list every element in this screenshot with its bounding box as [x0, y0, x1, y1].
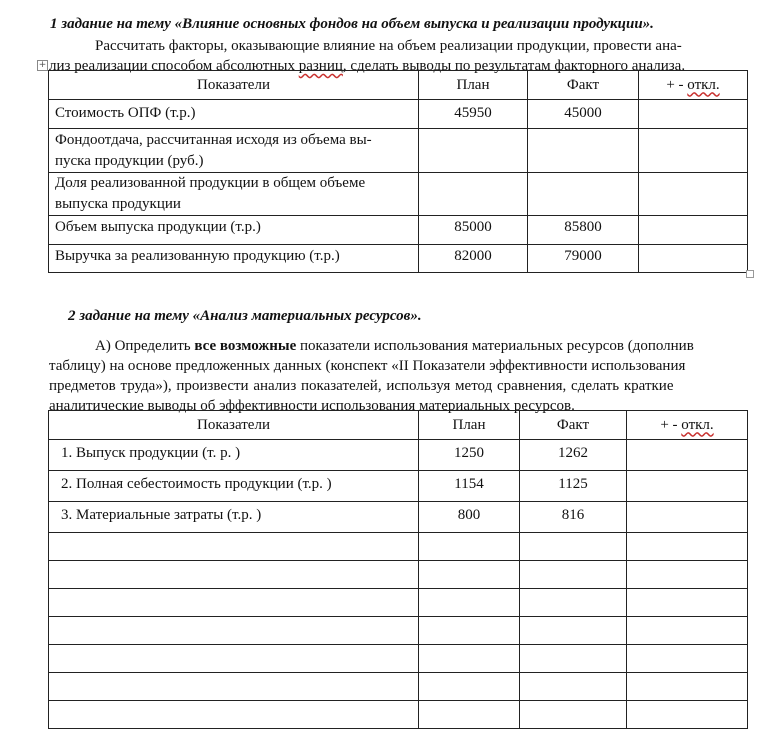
task2-desc-line2: таблицу) на основе предложенных данных (конспект «II Показатели эффективности использования	[49, 358, 686, 374]
row-indicator-line: Фондоотдача, рассчитанная исходя из объема вы-	[55, 132, 372, 148]
row-deviation[interactable]	[639, 173, 748, 216]
row-plan[interactable]: 82000	[419, 245, 528, 273]
row-plan[interactable]: 1154	[419, 471, 520, 502]
row-fact[interactable]	[520, 533, 627, 561]
table-header-row	[49, 71, 748, 100]
row-fact[interactable]	[520, 701, 627, 729]
row-indicator[interactable]	[49, 173, 419, 216]
row-fact[interactable]: 816	[520, 502, 627, 533]
table-row	[49, 617, 748, 645]
task2-description	[49, 336, 739, 416]
row-deviation[interactable]	[639, 100, 748, 129]
row-indicator[interactable]	[49, 589, 419, 617]
task2-desc-line3: предметов труда»), произвести анализ показателей, используя метод сравнения, сделать краткие	[49, 378, 674, 394]
table-row	[49, 129, 748, 173]
row-deviation[interactable]	[627, 561, 748, 589]
row-plan[interactable]: 45950	[419, 100, 528, 129]
header-fact: Факт	[528, 71, 639, 100]
row-deviation[interactable]	[627, 673, 748, 701]
row-plan[interactable]	[419, 173, 528, 216]
table-row	[49, 673, 748, 701]
row-indicator[interactable]	[49, 645, 419, 673]
header-fact: Факт	[520, 411, 627, 440]
row-fact[interactable]	[528, 129, 639, 173]
header-indicator: Показатели	[49, 71, 419, 100]
row-indicator[interactable]	[49, 701, 419, 729]
table-row	[49, 173, 748, 216]
row-deviation[interactable]	[627, 645, 748, 673]
table-row	[49, 701, 748, 729]
row-plan[interactable]	[419, 673, 520, 701]
desc-bold-text: все возможные	[194, 338, 297, 354]
task2-desc-line4: аналитические выводы об эффективности использования материальных ресурсов.	[49, 398, 575, 414]
row-deviation[interactable]	[639, 216, 748, 245]
row-indicator[interactable]	[49, 129, 419, 173]
row-fact[interactable]	[520, 589, 627, 617]
row-fact[interactable]	[520, 645, 627, 673]
header-plan: План	[419, 71, 528, 100]
row-indicator[interactable]	[49, 617, 419, 645]
row-deviation[interactable]	[627, 617, 748, 645]
header-dev-word: откл.	[681, 416, 714, 433]
row-plan[interactable]	[419, 533, 520, 561]
row-fact[interactable]	[520, 617, 627, 645]
table-row	[49, 245, 748, 273]
row-plan[interactable]	[419, 589, 520, 617]
table-header-row	[49, 411, 748, 440]
row-plan[interactable]	[419, 645, 520, 673]
desc-text: лиз реализации способом абсолютных	[49, 58, 299, 74]
task2-desc-line1	[49, 336, 739, 356]
row-indicator[interactable]: Выручка за реализованную продукцию (т.р.)	[49, 245, 419, 273]
header-dev-prefix: + -	[666, 76, 688, 93]
table-row	[49, 100, 748, 129]
row-plan[interactable]	[419, 617, 520, 645]
row-indicator[interactable]: 3. Материальные затраты (т.р. )	[49, 502, 419, 533]
row-indicator[interactable]	[49, 561, 419, 589]
task1-desc-line1: Рассчитать факторы, оказывающие влияние на объем реализации продукции, провести ана-	[95, 38, 682, 54]
row-fact[interactable]: 45000	[528, 100, 639, 129]
header-plan: План	[419, 411, 520, 440]
row-deviation[interactable]	[627, 440, 748, 471]
row-deviation[interactable]	[639, 129, 748, 173]
resize-square-icon[interactable]	[746, 270, 754, 278]
row-fact[interactable]	[520, 561, 627, 589]
header-indicator: Показатели	[49, 411, 419, 440]
task1-table	[48, 70, 748, 273]
row-plan[interactable]: 800	[419, 502, 520, 533]
row-plan[interactable]	[419, 561, 520, 589]
desc-text: показатели использования материальных ресурсов (дополнив	[296, 338, 694, 354]
row-fact[interactable]: 1262	[520, 440, 627, 471]
row-deviation[interactable]	[627, 533, 748, 561]
table-row	[49, 471, 748, 502]
task2-table	[48, 410, 748, 729]
row-indicator[interactable]: Стоимость ОПФ (т.р.)	[49, 100, 419, 129]
table-row	[49, 440, 748, 471]
row-indicator-line: Доля реализованной продукции в общем объеме	[55, 175, 366, 191]
row-indicator[interactable]: 2. Полная себестоимость продукции (т.р. )	[49, 471, 419, 502]
desc-text: , сделать выводы по результатам факторного анализа.	[342, 58, 686, 74]
row-fact[interactable]: 85800	[528, 216, 639, 245]
row-plan[interactable]	[419, 701, 520, 729]
spellcheck-word: разниц	[298, 58, 343, 74]
row-deviation[interactable]	[627, 471, 748, 502]
row-plan[interactable]	[419, 129, 528, 173]
task2-title: 2 задание на тему «Анализ материальных ресурсов».	[68, 308, 422, 324]
row-deviation[interactable]	[627, 701, 748, 729]
row-fact[interactable]	[528, 173, 639, 216]
table-row	[49, 533, 748, 561]
row-plan[interactable]: 85000	[419, 216, 528, 245]
row-plan[interactable]: 1250	[419, 440, 520, 471]
table-row	[49, 561, 748, 589]
table-row	[49, 502, 748, 533]
row-indicator[interactable]	[49, 673, 419, 701]
row-indicator[interactable]: 1. Выпуск продукции (т. р. )	[49, 440, 419, 471]
row-deviation[interactable]	[627, 502, 748, 533]
row-fact[interactable]: 79000	[528, 245, 639, 273]
table-row	[49, 645, 748, 673]
header-deviation	[639, 71, 748, 100]
header-dev-word: откл.	[687, 76, 720, 93]
move-cross-icon[interactable]: +	[38, 60, 47, 70]
row-indicator-line: пуска продукции (руб.)	[55, 153, 204, 169]
header-deviation	[627, 411, 748, 440]
table-row	[49, 216, 748, 245]
row-deviation[interactable]	[639, 245, 748, 273]
row-deviation[interactable]	[627, 589, 748, 617]
row-fact[interactable]	[520, 673, 627, 701]
table-row	[49, 589, 748, 617]
task1-title: 1 задание на тему «Влияние основных фондов на объем выпуска и реализации продукции».	[50, 16, 654, 32]
desc-text: А) Определить	[95, 338, 195, 354]
row-indicator[interactable]: Объем выпуска продукции (т.р.)	[49, 216, 419, 245]
row-fact[interactable]: 1125	[520, 471, 627, 502]
row-indicator-line: выпуска продукции	[55, 196, 181, 212]
header-dev-prefix: + -	[660, 416, 682, 433]
row-indicator[interactable]	[49, 533, 419, 561]
